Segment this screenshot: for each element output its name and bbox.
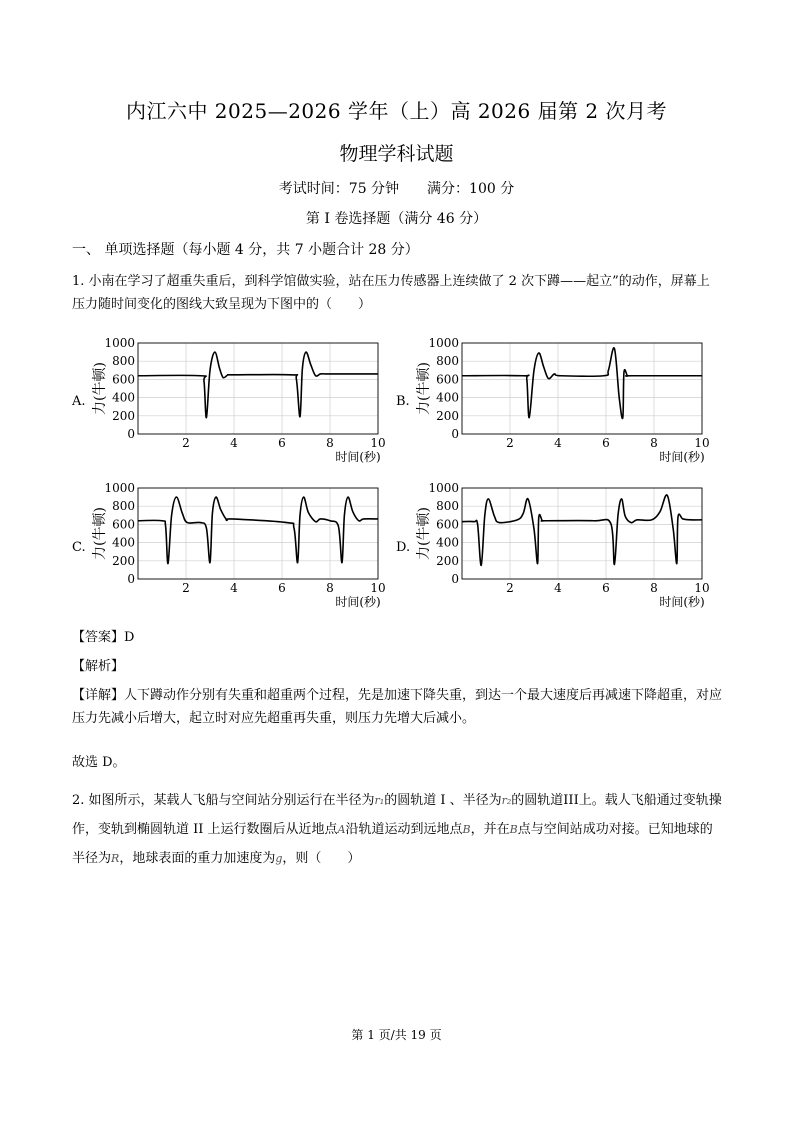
y-tick-label: 800 — [436, 499, 459, 514]
option-d-label: D. — [396, 540, 411, 555]
var-b: B — [462, 823, 471, 836]
x-tick-label: 8 — [326, 436, 334, 450]
y-tick-label: 600 — [112, 517, 135, 532]
plot-frame — [138, 343, 378, 434]
x-tick-label: 10 — [694, 581, 710, 595]
y-tick-label: 400 — [436, 535, 459, 550]
x-tick-label: 8 — [326, 581, 334, 595]
y-tick-label: 400 — [436, 390, 459, 405]
force-curve-line — [138, 497, 378, 564]
x-axis-label: 时间(秒) — [659, 595, 705, 609]
x-tick-label: 10 — [370, 436, 386, 450]
force-curve-line — [138, 352, 378, 418]
chart-c — [88, 480, 398, 615]
y-tick-label: 800 — [436, 354, 459, 369]
plot-frame — [462, 488, 702, 579]
chart-b — [412, 335, 722, 470]
x-tick-label: 2 — [506, 436, 514, 450]
q2-part: 的圆轨道 I 、半径为 — [384, 793, 502, 808]
page-footer: 第 1 页/共 19 页 — [351, 1028, 442, 1042]
answer: 【答案】D — [72, 630, 135, 645]
y-tick-label: 1000 — [104, 336, 135, 350]
question-2-text — [72, 786, 722, 873]
x-tick-label: 2 — [182, 581, 190, 595]
y-axis-label: 力(牛顿) — [92, 507, 108, 560]
q2-part: ，地球表面的重力加速度为 — [119, 851, 276, 866]
option-c-label: C. — [72, 540, 86, 555]
exam-time: 考试时间：75 分钟 — [278, 181, 400, 197]
y-tick-label: 800 — [112, 499, 135, 514]
final-choice: 故选 D。 — [72, 755, 126, 770]
y-tick-label: 600 — [436, 372, 459, 387]
analysis-heading: 【解析】 — [72, 659, 125, 674]
page-subtitle: 物理学科试题 — [339, 143, 454, 165]
y-tick-label: 1000 — [104, 481, 135, 495]
y-axis-label: 力(牛顿) — [416, 362, 432, 415]
force-curve-line — [462, 348, 702, 419]
y-tick-label: 200 — [436, 408, 459, 423]
y-tick-label: 0 — [451, 427, 459, 441]
q2-part: 沿轨道运动到远地点 — [345, 822, 463, 837]
y-tick-label: 0 — [451, 572, 459, 586]
x-tick-label: 8 — [650, 436, 658, 450]
x-tick-label: 4 — [230, 436, 238, 450]
q2-part: 的圆轨道III上。载人飞船通过变轨操作，变轨到椭圆轨道 II 上运行数圈后从近地点 — [72, 793, 722, 837]
question-1-text: 1. 小南在学习了超重失重后，到科学馆做实验，站在压力传感器上连续做了 2 次下蹲——起立”的动作，屏幕上压力随时间变化的图线大致呈现为下图中的（ ） — [72, 274, 710, 312]
x-axis-label: 时间(秒) — [659, 450, 705, 464]
x-axis-label: 时间(秒) — [335, 450, 381, 464]
y-tick-label: 600 — [436, 517, 459, 532]
q2-part: ，并在 — [470, 822, 510, 837]
option-a-label: A. — [72, 394, 86, 409]
x-tick-label: 4 — [230, 581, 238, 595]
y-tick-label: 1000 — [428, 481, 459, 495]
x-tick-label: 6 — [278, 581, 286, 595]
x-tick-label: 2 — [182, 436, 190, 450]
x-tick-label: 4 — [554, 581, 562, 595]
detailed-explanation: 【详解】人下蹲动作分别有失重和超重两个过程，先是加速下降失重，到达一个最大速度后再减速下降超重，对应压力先减小后增大，起立时对应先超重再失重，则压力先增大后减小。 — [72, 688, 723, 726]
page-title: 内江六中 2025—2026 学年（上）高 2026 届第 2 次月考 — [125, 99, 668, 123]
y-tick-label: 1000 — [428, 336, 459, 350]
x-tick-label: 6 — [278, 436, 286, 450]
option-b-label: B. — [396, 394, 410, 409]
y-tick-label: 400 — [112, 390, 135, 405]
x-axis-label: 时间(秒) — [335, 595, 381, 609]
chart-d — [412, 480, 722, 615]
y-axis-label: 力(牛顿) — [92, 362, 108, 415]
y-tick-label: 0 — [127, 572, 135, 586]
var-r2: r₂ — [501, 794, 512, 807]
chart-a — [88, 335, 398, 470]
section-title: 一、 单项选择题（每小题 4 分，共 7 小题合计 28 分） — [72, 242, 419, 258]
var-b: B — [509, 823, 518, 836]
var-a: A — [337, 823, 346, 836]
y-tick-label: 0 — [127, 427, 135, 441]
q2-part: ，则（ ） — [282, 851, 361, 866]
var-g: g — [275, 852, 283, 865]
q2-part: 点与空间站成功对接。已知地球的半径为 — [72, 822, 713, 866]
y-tick-label: 800 — [112, 354, 135, 369]
x-tick-label: 6 — [602, 581, 610, 595]
y-tick-label: 200 — [112, 408, 135, 423]
force-curve-line — [462, 495, 702, 565]
volume-title: 第 I 卷选择题（满分 46 分） — [305, 211, 488, 227]
x-tick-label: 10 — [370, 581, 386, 595]
y-tick-label: 600 — [112, 372, 135, 387]
exam-info — [0, 178, 793, 198]
var-r: R — [111, 852, 120, 865]
x-tick-label: 8 — [650, 581, 658, 595]
y-tick-label: 400 — [112, 535, 135, 550]
x-tick-label: 6 — [602, 436, 610, 450]
y-tick-label: 200 — [112, 553, 135, 568]
x-tick-label: 4 — [554, 436, 562, 450]
x-tick-label: 10 — [694, 436, 710, 450]
x-tick-label: 2 — [506, 581, 514, 595]
exam-score: 满分：100 分 — [427, 181, 515, 197]
y-tick-label: 200 — [436, 553, 459, 568]
y-axis-label: 力(牛顿) — [416, 507, 432, 560]
plot-frame — [462, 343, 702, 434]
var-r1: r₁ — [374, 794, 385, 807]
q2-part: 2. 如图所示，某载人飞船与空间站分别运行在半径为 — [72, 793, 375, 808]
